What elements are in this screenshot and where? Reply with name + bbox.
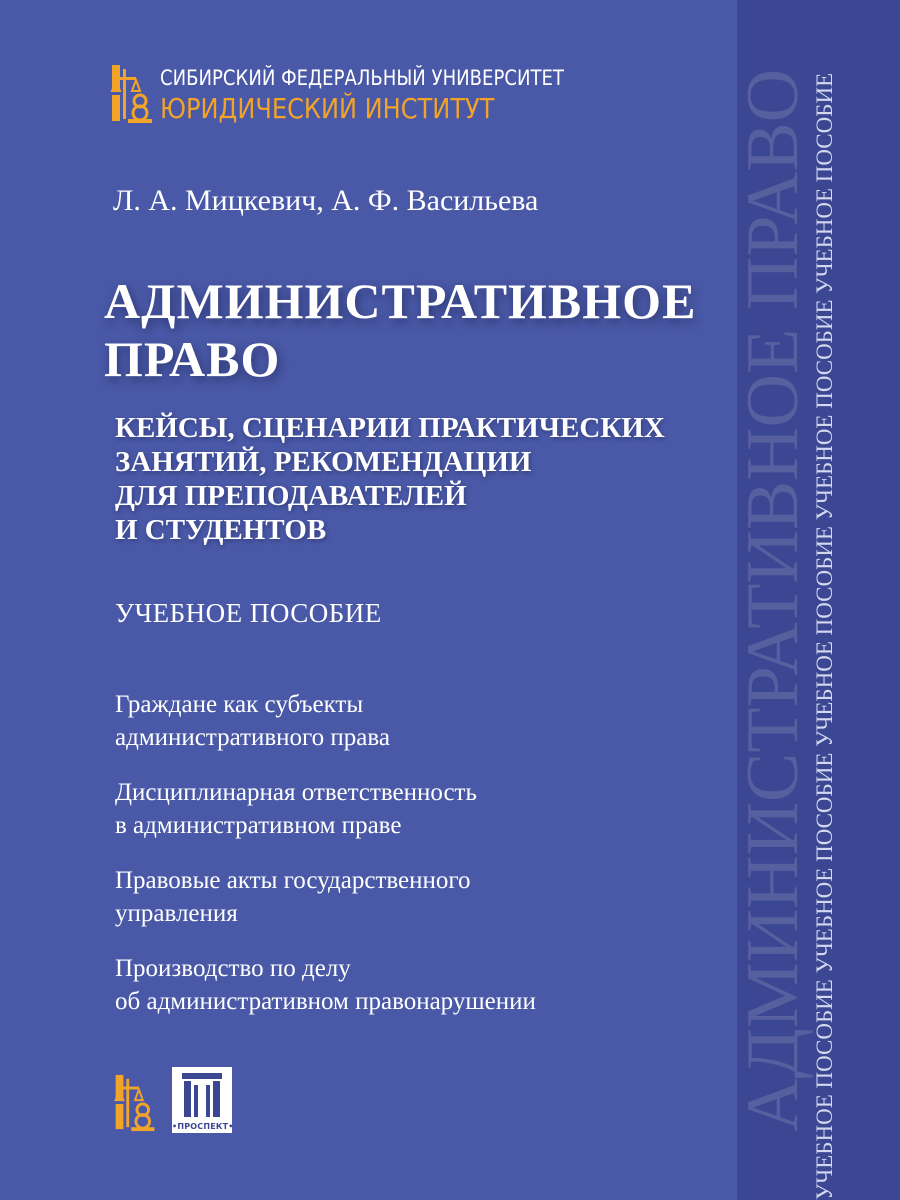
topic-line: в административном праве [115, 812, 402, 839]
university-name: СИБИРСКИЙ ФЕДЕРАЛЬНЫЙ УНИВЕРСИТЕТ [160, 66, 564, 90]
book-subtitle-line: ДЛЯ ПРЕПОДАВАТЕЛЕЙ [115, 480, 467, 512]
topic-line: об административном правонарушении [115, 988, 536, 1015]
book-subtitle-line: ЗАНЯТИЙ, РЕКОМЕНДАЦИИ [115, 446, 532, 478]
book-title-line: АДМИНИСТРАТИВНОЕ [104, 273, 697, 329]
topic-line: Дисциплинарная ответственность [115, 779, 477, 806]
prospekt-building-logo-icon [172, 1067, 232, 1121]
list-item [115, 952, 715, 1018]
spine-title: АДМИНИСТРАТИВНОЕ ПРАВО [732, 68, 814, 1132]
book-subtitle [115, 411, 715, 547]
book-authors: Л. А. Мицкевич, А. Ф. Васильева [113, 184, 539, 217]
spine-book-type-repeat: УЧЕБНОЕ ПОСОБИЕ УЧЕБНОЕ ПОСОБИЕ УЧЕБНОЕ ПОСОБИЕ УЧЕБНОЕ ПОСОБИЕ УЧЕБНОЕ ПОСОБИЕ [812, 72, 837, 1200]
topic-line: Производство по делу [115, 955, 351, 982]
book-title [104, 272, 696, 388]
book-subtitle-line: КЕЙСЫ, СЦЕНАРИИ ПРАКТИЧЕСКИХ [115, 412, 665, 444]
scales-of-justice-logo-icon [110, 63, 154, 125]
list-item [115, 688, 715, 754]
list-item [115, 864, 715, 930]
book-title-line: ПРАВО [104, 331, 281, 387]
topic-line: административного права [115, 724, 390, 751]
topic-line: Граждане как субъекты [115, 691, 364, 718]
book-type: УЧЕБНОЕ ПОСОБИЕ [115, 598, 382, 628]
prospekt-label: •ПРОСПЕКТ• [172, 1122, 234, 1131]
topics-list [115, 688, 715, 1040]
topic-line: Правовые акты государственного [115, 867, 471, 894]
institute-name: ЮРИДИЧЕСКИЙ ИНСТИТУТ [160, 92, 495, 125]
scales-of-justice-logo-icon [110, 1073, 160, 1133]
list-item [115, 776, 715, 842]
book-subtitle-line: И СТУДЕНТОВ [115, 514, 327, 546]
prospekt-publisher-logo [172, 1067, 232, 1133]
topic-line: управления [115, 900, 238, 927]
